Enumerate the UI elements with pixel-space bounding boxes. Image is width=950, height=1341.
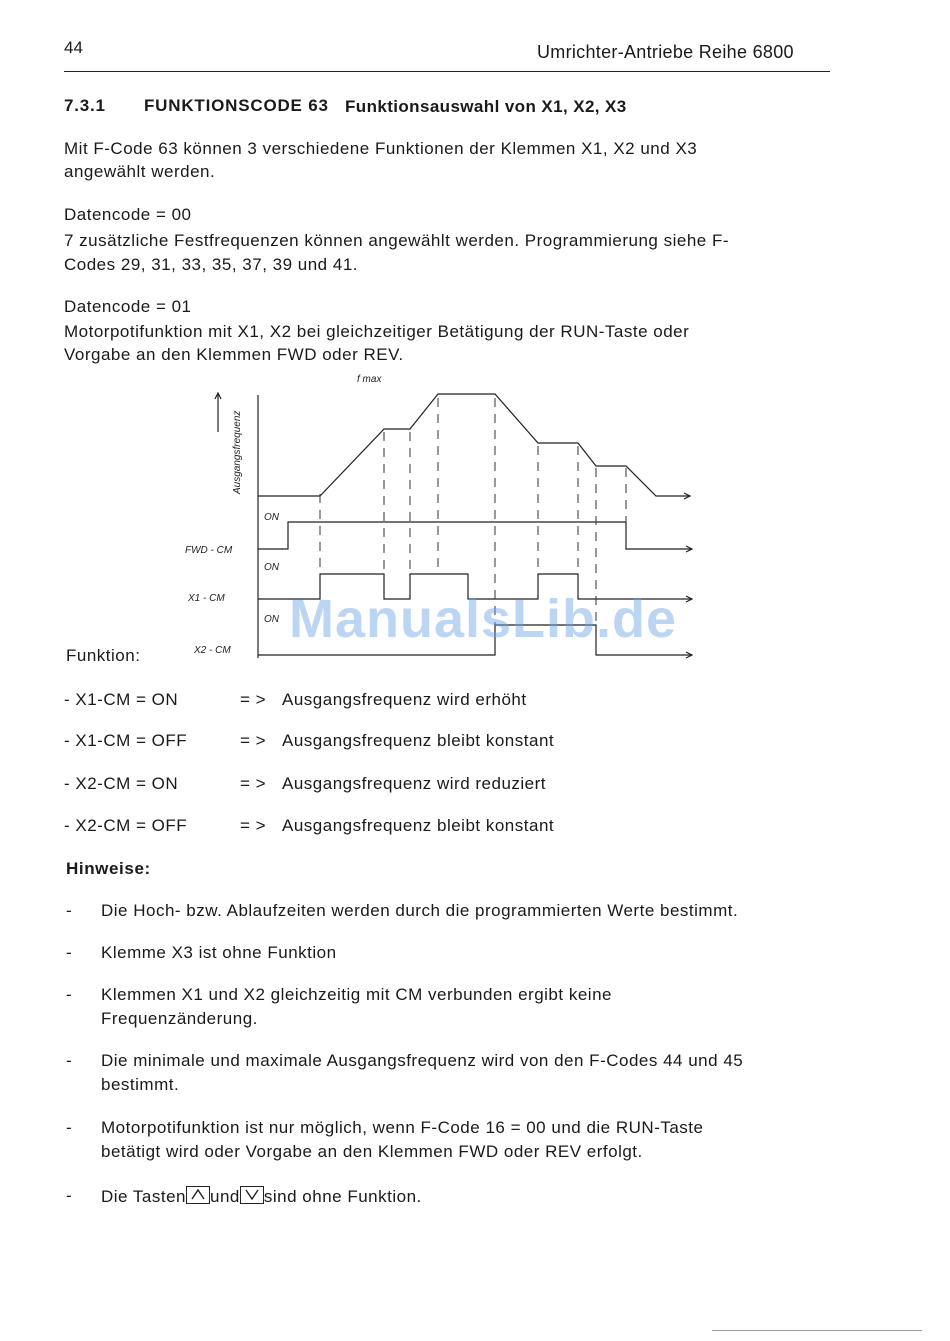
hinweis-5-bullet: -: [66, 1118, 72, 1137]
hinweis-2-line-1: Klemme X3 ist ohne Funktion: [101, 943, 337, 962]
x2-cm-label: X2 - CM: [194, 645, 231, 656]
page-number: 44: [64, 38, 83, 57]
hinweis-4-bullet: -: [66, 1051, 72, 1070]
hinweis-4-line-2: bestimmt.: [101, 1075, 180, 1094]
arrow-up-key-icon: [186, 1186, 210, 1204]
hinweis-6-bullet: -: [66, 1186, 72, 1205]
intro-line-1: Mit F-Code 63 können 3 verschiedene Funktionen der Klemmen X1, X2 und X3: [64, 139, 698, 158]
datencode-00-line-2: Codes 29, 31, 33, 35, 37, 39 und 41.: [64, 255, 358, 274]
hinweis-4-line-1: Die minimale und maximale Ausgangsfrequenz wird von den F-Codes 44 und 45: [101, 1051, 744, 1070]
datencode-01-line-2: Vorgabe an den Klemmen FWD oder REV.: [64, 345, 404, 364]
datencode-01-line-1: Motorpotifunktion mit X1, X2 bei gleichzeitiger Betätigung der RUN-Taste oder: [64, 322, 690, 341]
section-number: 7.3.1: [64, 96, 106, 115]
frequency-curve: [258, 394, 690, 496]
funktion-row-1-arrow: = >: [240, 690, 267, 709]
funktion-row-1-result: Ausgangsfrequenz wird erhöht: [282, 690, 527, 709]
hinweis-1-line-1: Die Hoch- bzw. Ablaufzeiten werden durch die programmierten Werte bestimmt.: [101, 901, 739, 920]
intro-line-2: angewählt werden.: [64, 162, 216, 181]
hinweis-3-line-2: Frequenzänderung.: [101, 1009, 258, 1028]
hinweis-5-line-1: Motorpotifunktion ist nur möglich, wenn F-Code 16 = 00 und die RUN-Taste: [101, 1118, 704, 1137]
arrow-down-key-icon: [240, 1186, 264, 1204]
datencode-00-line-1: 7 zusätzliche Festfrequenzen können angewählt werden. Programmierung siehe F-: [64, 231, 730, 250]
funktion-row-2-signal: - X1-CM = OFF: [64, 731, 188, 750]
fwd-cm-label: FWD - CM: [185, 545, 233, 556]
hinweis-2-bullet: -: [66, 943, 72, 962]
fwd-cm-signal: [258, 522, 692, 549]
funktion-row-1-signal: - X1-CM = ON: [64, 690, 179, 709]
hinweis-3-bullet: -: [66, 985, 72, 1004]
hinweise-heading: Hinweise:: [66, 859, 151, 878]
funktion-row-3-result: Ausgangsfrequenz wird reduziert: [282, 774, 547, 793]
frequency-axis-arrow: [215, 393, 221, 432]
x1-cm-label: X1 - CM: [188, 593, 225, 604]
funktion-row-4-arrow: = >: [240, 816, 267, 835]
funktion-row-4-signal: - X2-CM = OFF: [64, 816, 188, 835]
funktion-row-4-result: Ausgangsfrequenz bleibt konstant: [282, 816, 555, 835]
hinweis-6-middle: und: [210, 1187, 240, 1206]
on-label-fwd: ON: [264, 512, 279, 523]
fmax-label: f max: [357, 374, 382, 385]
hinweis-1-bullet: -: [66, 901, 72, 920]
watermark: ManualsLib.de: [289, 589, 678, 649]
hinweis-6-prefix: Die Tasten: [101, 1187, 187, 1206]
funktion-row-3-signal: - X2-CM = ON: [64, 774, 179, 793]
running-title: Umrichter-Antriebe Reihe 6800: [537, 42, 794, 62]
funktion-row-2-result: Ausgangsfrequenz bleibt konstant: [282, 731, 555, 750]
hinweis-3-line-1: Klemmen X1 und X2 gleichzeitig mit CM verbunden ergibt keine: [101, 985, 612, 1004]
footer-rule: [712, 1330, 922, 1331]
datencode-00-heading: Datencode = 00: [64, 205, 192, 224]
funktion-heading: Funktion:: [66, 646, 141, 665]
hinweis-5-line-2: betätigt wird oder Vorgabe an den Klemmen FWD oder REV erfolgt.: [101, 1142, 643, 1161]
on-label-x2: ON: [264, 614, 279, 625]
on-label-x1: ON: [264, 562, 279, 573]
hinweis-6-line: [101, 1186, 422, 1207]
funktion-row-3-arrow: = >: [240, 774, 267, 793]
funktion-row-2-arrow: = >: [240, 731, 267, 750]
section-code: FUNKTIONSCODE 63: [144, 96, 329, 115]
datencode-01-heading: Datencode = 01: [64, 297, 192, 316]
hinweis-6-suffix: sind ohne Funktion.: [263, 1187, 422, 1206]
y-axis-label: Ausgangsfrequenz: [232, 410, 243, 494]
section-subtitle: Funktionsauswahl von X1, X2, X3: [345, 97, 627, 116]
